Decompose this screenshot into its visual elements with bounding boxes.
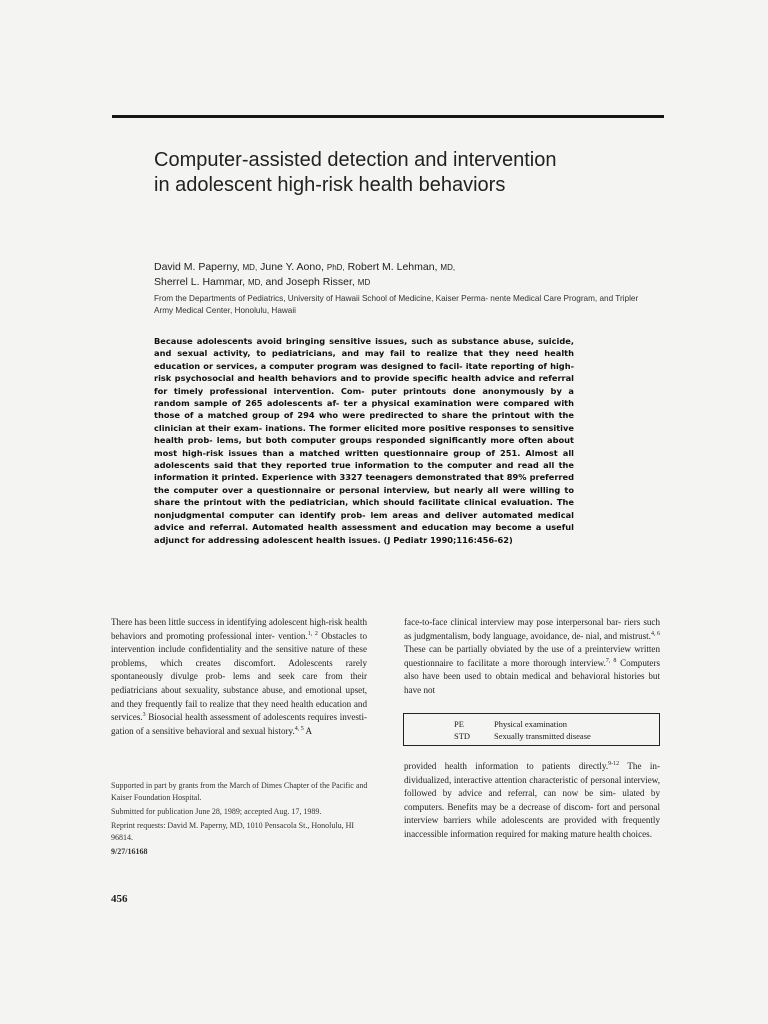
page-number: 456 — [111, 893, 128, 905]
abbreviation: STD — [454, 731, 471, 741]
body-column-right-top — [404, 616, 660, 698]
reference-marker: 4, 6 — [650, 630, 660, 637]
author-name: David M. Paperny, — [154, 261, 240, 273]
author-name: June Y. Aono, — [260, 261, 324, 273]
abstract — [154, 335, 574, 546]
body-text: face-to-face clinical interview may pose interpersonal bar- riers such as judgmentalism, body language, avoidance, de- nial, and mistrust. — [404, 617, 660, 641]
abbreviations-box — [403, 713, 660, 746]
abbreviation-row — [454, 730, 659, 742]
body-text: There has been little success in identifying adolescent high-risk health behaviors and promoting professional inter- vention. — [111, 617, 367, 641]
body-text: Obstacles to intervention include confidentiality and the sensitive nature of these problems, which creates discomfort. Adolescents rarely spontaneously divulge prob- lems and seek care from their pediatricians about sexuality, substance abuse, and emotional upset, and they frequently fail to realize that they need health education and services. — [111, 630, 368, 723]
abbreviation-row — [454, 718, 659, 730]
body-text: Computers also have been used to obtain medical and behavioral histories but have not — [404, 657, 661, 695]
reference-marker: 9-12 — [608, 760, 620, 767]
abbreviation: PE — [454, 719, 464, 729]
reference-marker: 4, 5 — [294, 725, 304, 732]
reference-marker: 3 — [142, 712, 146, 719]
abbreviation-definition: Sexually transmitted disease — [494, 731, 591, 741]
abbreviation-definition: Physical examination — [494, 719, 567, 729]
footnotes — [111, 780, 369, 860]
article-code: 9/27/16168 — [111, 847, 148, 856]
reference-marker: 7, 8 — [605, 657, 617, 664]
author-name: Robert M. Lehman, — [347, 261, 438, 273]
header-rule — [112, 115, 664, 118]
reference-marker: 1, 2 — [307, 630, 318, 637]
author-degree: PhD, — [326, 263, 345, 272]
body-column-right-bottom — [404, 760, 660, 842]
author-name: and Joseph Risser, — [265, 276, 355, 288]
affiliation: From the Departments of Pediatrics, University of Hawaii School of Medicine, Kaiser Perma- nente Medical Care Program, and Tripler Army Medical Center, Honolulu, Hawaii — [154, 294, 639, 315]
body-text: A — [303, 725, 313, 736]
submission-note: Submitted for publication June 28, 1989; accepted Aug. 17, 1989. — [111, 807, 322, 816]
author-degree: MD — [357, 278, 371, 287]
author-degree: MD, — [247, 278, 263, 287]
journal-citation: (J Pediatr 1990;116:456-62) — [383, 534, 513, 545]
author-degree: MD, — [440, 263, 456, 272]
author-degree: MD, — [242, 263, 258, 272]
body-text: These can be partially obviated by the use of a preinterview written questionnaire to facilitate a more thorough interview. — [404, 644, 660, 668]
body-text: provided health information to patients directly. — [404, 761, 609, 771]
body-text: The in- dividualized, interactive attention characteristic of personal interview, followed by advice and referral, can now be sim- ulated by computers. Benefits may be a decrease of discom- fort and personal interview barriers while adolescents are provided with frequently inaccessible information required for making mature health choices. — [404, 761, 660, 839]
author-list — [154, 260, 614, 290]
article-title: Computer-assisted detection and intervention in adolescent high-risk health behaviors — [154, 149, 557, 196]
body-column-left — [111, 616, 367, 738]
reprint-note: Reprint requests: David M. Paperny, MD, 1010 Pensacola St., Honolulu, HI 96814. — [111, 821, 355, 842]
funding-note: Supported in part by grants from the March of Dimes Chapter of the Pacific and Kaiser Foundation Hospital. — [111, 781, 368, 802]
body-text: Biosocial health assessment of adolescents requires investi- gation of a sensitive behavioral and sexual history. — [111, 712, 367, 736]
author-name: Sherrel L. Hammar, — [154, 276, 246, 288]
abstract-text: Because adolescents avoid bringing sensitive issues, such as substance abuse, suicide, and sexual activity, to pediatricians, and may fail to realize that they need health education or services, a computer program was designed to facil- itate reporting of high-risk psychosocial and health behaviors and to provide specific health advice and referral for timely professional intervention. Com- puter printouts done anonymously by a random sample of 265 adolescents af- ter a physical examination were compared with those of a matched group of 294 who were predirected to share the printout with the clinician at their exam- inations. The former elicited more positive responses to sensitive health prob- lems, but both computer groups responded significantly more often about most high-risk issues than a matched written questionnaire group of 251. Almost all adolescents said that they reported true information to the computer and read all the information it printed. Experience with 3327 teenagers demonstrated that 89% preferred the computer over a questionnaire or personal interview, but nearly all were willing to share the printout with the pediatrician, which should facilitate clinical evaluation. The nonjudgmental computer can identify prob- lem areas and deliver automated medical advice and referral. Automated health assessment and education may become a useful adjunct for addressing adolescent health issues. — [154, 336, 574, 545]
